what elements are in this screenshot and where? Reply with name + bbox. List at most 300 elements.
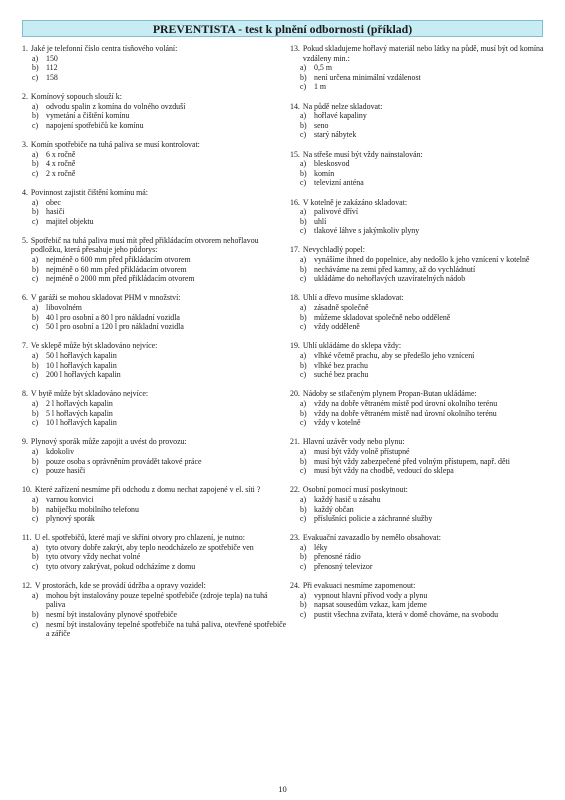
answer-option	[290, 73, 544, 83]
question-number: 2.	[22, 91, 28, 101]
question-number: 1.	[22, 44, 28, 53]
answer-option	[22, 217, 288, 227]
option-letter: b)	[32, 360, 39, 370]
question-text: Evakuační zavazadlo by nemělo obsahovat:	[302, 533, 441, 543]
option-letter: c)	[32, 120, 39, 130]
question-item	[22, 485, 288, 523]
option-letter: c)	[32, 72, 39, 82]
question-number: 4.	[22, 187, 28, 197]
answer-option	[22, 73, 288, 83]
question-item	[290, 245, 544, 283]
answer-option	[22, 322, 288, 332]
option-letter: c)	[32, 274, 39, 284]
question-text-line	[22, 341, 288, 351]
option-text: starý nábytek	[314, 130, 357, 140]
question-item	[290, 437, 544, 475]
answer-option	[290, 418, 544, 428]
option-letter: a)	[32, 398, 39, 408]
answer-option	[22, 54, 288, 64]
option-letter: c)	[32, 168, 39, 178]
option-letter: a)	[300, 63, 307, 73]
question-text-line	[290, 245, 544, 255]
option-text: libovolném	[46, 303, 82, 313]
option-text: každý hasič u zásahu	[314, 494, 381, 504]
option-text: 6 x ročně	[46, 149, 76, 159]
option-letter: a)	[32, 197, 39, 207]
question-number: 19.	[290, 341, 300, 351]
answer-option	[290, 505, 544, 515]
question-number: 20.	[290, 389, 300, 399]
question-text: Hlavní uzávěr vody nebo plynu:	[302, 437, 405, 447]
option-text: 4 x ročně	[46, 159, 76, 169]
question-text-line	[22, 236, 288, 255]
question-text-line	[22, 533, 288, 543]
question-number: 24.	[290, 581, 300, 591]
answer-option	[290, 495, 544, 505]
option-letter: c)	[32, 370, 39, 380]
question-text: Komín spotřebiče na tuhá paliva se musí kontrolovat:	[30, 139, 200, 149]
option-text: 150	[46, 53, 58, 63]
answer-option	[22, 265, 288, 275]
page-title: PREVENTISTA - test k plnění odbornosti (příklad)	[22, 20, 543, 37]
answer-option	[290, 370, 544, 380]
option-text: nejméně o 60 mm před přikládacím otvorem	[46, 264, 187, 274]
question-text: Při evakuaci nesmíme zapomenout:	[302, 581, 416, 591]
option-letter: b)	[32, 408, 39, 418]
option-text: necháváme na zemi před kamny, až do vychládnutí	[314, 264, 476, 274]
option-text: uhlí	[314, 216, 327, 226]
option-text: léky	[314, 542, 328, 552]
question-number: 17.	[290, 245, 300, 255]
question-item	[22, 533, 288, 571]
question-text-line	[22, 92, 288, 102]
option-letter: b)	[300, 456, 307, 466]
option-text: vždy na dobře větraném místě pod úrovní okolního terénu	[314, 398, 498, 408]
option-text: 50 l pro osobní a 120 l pro nákladní vozidla	[46, 322, 184, 332]
answer-option	[290, 303, 544, 313]
option-text: seno	[314, 120, 329, 130]
answer-option	[22, 409, 288, 419]
question-text-line	[22, 581, 288, 591]
option-letter: a)	[32, 446, 39, 456]
option-letter: b)	[32, 312, 39, 322]
question-text: Na střeše musí být vždy nainstalován:	[302, 149, 423, 159]
question-number: 16.	[290, 197, 300, 207]
question-number: 15.	[290, 149, 300, 159]
question-item	[22, 293, 288, 331]
question-number: 11.	[22, 533, 32, 543]
question-number: 9.	[22, 437, 28, 447]
option-letter: c)	[32, 562, 39, 572]
option-text: 40 l pro osobní a 80 l pro nákladní vozidla	[46, 312, 180, 322]
option-letter: a)	[300, 159, 307, 169]
answer-option	[22, 562, 288, 572]
option-text: tyto otvory dobře zakrýt, aby teplo neodcházelo ze spotřebiče ven	[46, 542, 254, 552]
option-letter: c)	[300, 130, 307, 140]
answer-option	[290, 274, 544, 284]
option-letter: c)	[300, 226, 307, 236]
answer-option	[22, 552, 288, 562]
question-number: 23.	[290, 533, 300, 543]
question-text: Nádoby se stlačeným plynem Propan-Butan ukládáme:	[302, 389, 477, 399]
question-text: Spotřebič na tuhá paliva musí mít před přikládacím otvorem nehořlavou podložku, která přesahuje jeho půdorys:	[30, 235, 259, 255]
question-text-line	[290, 533, 544, 543]
question-number: 18.	[290, 293, 300, 303]
answer-option	[290, 169, 544, 179]
question-item	[22, 389, 288, 427]
question-text: V prostorách, kde se provádí údržba a opravy vozidel:	[34, 581, 206, 591]
option-text: musí být vždy na chodbě, vedoucí do sklepa	[314, 466, 454, 476]
option-letter: c)	[32, 514, 39, 524]
questions-column-left	[22, 44, 288, 639]
option-letter: b)	[300, 312, 307, 322]
question-item	[22, 236, 288, 284]
answer-option	[290, 159, 544, 169]
option-letter: b)	[300, 264, 307, 274]
question-text-line	[290, 341, 544, 351]
answer-option	[290, 63, 544, 73]
question-item	[290, 198, 544, 236]
question-number: 3.	[22, 139, 28, 149]
option-letter: b)	[32, 552, 39, 562]
option-text: nesmí být instalovány plynové spotřebiče	[46, 610, 178, 620]
question-text-line	[22, 140, 288, 150]
answer-option	[22, 198, 288, 208]
option-text: 2 x ročně	[46, 168, 76, 178]
option-letter: a)	[300, 398, 307, 408]
answer-option	[290, 466, 544, 476]
option-text: hořlavé kapaliny	[314, 111, 367, 121]
option-letter: b)	[32, 610, 39, 620]
answer-option	[22, 495, 288, 505]
option-letter: b)	[32, 264, 39, 274]
question-text-line	[22, 437, 288, 447]
question-item	[290, 341, 544, 379]
answer-option	[22, 457, 288, 467]
answer-option	[22, 169, 288, 179]
option-text: vždy na dobře větraném místě nad úrovní okolního terénu	[314, 408, 497, 418]
option-letter: c)	[300, 562, 307, 572]
option-letter: b)	[300, 72, 307, 82]
answer-option	[22, 361, 288, 371]
answer-option	[290, 265, 544, 275]
option-letter: c)	[300, 370, 307, 380]
option-text: pustit všechna zvířata, která v domě chováme, na svobodu	[314, 610, 499, 620]
option-letter: c)	[32, 619, 39, 629]
option-letter: a)	[32, 101, 39, 111]
option-text: 10 l hořlavých kapalin	[46, 418, 117, 428]
question-text: U el. spotřebičů, které mají ve skříni otvory pro chlazení, je nutno:	[34, 533, 245, 543]
option-text: 10 l hořlavých kapalin	[46, 360, 117, 370]
answer-option	[290, 255, 544, 265]
answer-option	[290, 82, 544, 92]
question-text-line	[22, 188, 288, 198]
option-letter: c)	[32, 216, 39, 226]
question-number: 13.	[290, 44, 300, 53]
answer-option	[290, 399, 544, 409]
option-letter: a)	[300, 542, 307, 552]
option-text: vlhké bez prachu	[314, 360, 368, 370]
question-item	[22, 44, 288, 82]
answer-option	[290, 562, 544, 572]
option-text: pouze hasiči	[46, 466, 86, 476]
option-letter: a)	[300, 351, 307, 360]
option-text: vždy odděleně	[314, 322, 360, 332]
option-letter: a)	[300, 494, 307, 504]
option-letter: a)	[300, 255, 307, 265]
question-text-line	[290, 485, 544, 495]
option-letter: a)	[300, 111, 307, 121]
option-text: nejméně o 2000 mm před přikládacím otvorem	[46, 274, 195, 284]
answer-option	[290, 217, 544, 227]
answer-option	[290, 552, 544, 562]
answer-option	[290, 361, 544, 371]
answer-option	[22, 255, 288, 265]
option-text: tyto otvory zakrývat, pokud odcházíme z domu	[46, 562, 196, 572]
answer-option	[22, 591, 288, 610]
answer-option	[22, 505, 288, 515]
question-number: 8.	[22, 389, 28, 399]
answer-option	[22, 274, 288, 284]
option-text: nabíječku mobilního telefonu	[46, 504, 139, 514]
question-text: Komínový sopouch slouží k:	[30, 91, 122, 101]
option-text: napojení spotřebičů ke komínu	[46, 120, 144, 130]
option-letter: c)	[300, 322, 307, 332]
question-item	[290, 150, 544, 188]
option-letter: b)	[32, 207, 39, 217]
option-text: přenosné rádio	[314, 552, 361, 562]
option-letter: a)	[32, 303, 39, 313]
option-letter: b)	[300, 552, 307, 562]
question-item	[290, 581, 544, 619]
option-letter: c)	[32, 418, 39, 428]
question-text-line	[290, 102, 544, 112]
question-item	[290, 389, 544, 427]
question-number: 21.	[290, 437, 300, 447]
option-letter: b)	[32, 504, 39, 514]
answer-option	[22, 418, 288, 428]
page-number: 10	[278, 784, 287, 794]
option-letter: a)	[32, 494, 39, 504]
answer-option	[22, 111, 288, 121]
option-text: kdokoliv	[46, 446, 75, 456]
option-text: můžeme skladovat společně nebo odděleně	[314, 312, 451, 322]
option-letter: b)	[300, 600, 307, 610]
question-text: Uhlí ukládáme do sklepa vždy:	[302, 341, 402, 351]
question-item	[290, 102, 544, 140]
questions-column-right	[290, 44, 544, 620]
answer-option	[290, 322, 544, 332]
question-item	[22, 437, 288, 475]
answer-option	[22, 610, 288, 620]
option-letter: b)	[32, 111, 39, 121]
option-letter: a)	[32, 53, 39, 63]
answer-option	[22, 351, 288, 361]
question-item	[22, 188, 288, 226]
option-letter: b)	[300, 504, 307, 514]
answer-option	[290, 313, 544, 323]
answer-option	[290, 600, 544, 610]
option-text: vlhké včetně prachu, aby se předešlo jeho vznícení	[314, 351, 475, 360]
answer-option	[290, 543, 544, 553]
question-text-line	[290, 293, 544, 303]
answer-option	[22, 207, 288, 217]
question-text: Jaké je telefonní číslo centra tísňového volání:	[30, 44, 178, 53]
question-text-line	[290, 437, 544, 447]
question-text-line	[22, 293, 288, 303]
answer-option	[22, 121, 288, 131]
option-text: vynášíme ihned do popelnice, aby nedošlo k jeho vznícení v kotelně	[314, 255, 530, 265]
option-text: zásadně společně	[314, 303, 369, 313]
question-text: V bytě může být skladováno nejvíce:	[30, 389, 149, 399]
question-text: V kotelně je zakázáno skladovat:	[302, 197, 408, 207]
answer-option	[22, 102, 288, 112]
option-letter: a)	[32, 542, 39, 552]
question-item	[290, 533, 544, 571]
answer-option	[22, 466, 288, 476]
option-letter: b)	[300, 216, 307, 226]
question-text: Které zařízení nesmíme při odchodu z domu nechat zapojené v el. síti ?	[34, 485, 261, 495]
option-letter: c)	[300, 82, 307, 92]
option-text: 50 l hořlavých kapalin	[46, 351, 117, 360]
answer-option	[290, 447, 544, 457]
option-letter: b)	[300, 120, 307, 130]
option-text: 112	[46, 63, 58, 73]
option-text: obec	[46, 197, 61, 207]
question-text-line	[22, 389, 288, 399]
question-text: Nevychladlý popel:	[302, 245, 365, 255]
answer-option	[290, 130, 544, 140]
option-letter: a)	[32, 590, 39, 600]
answer-option	[290, 226, 544, 236]
answer-option	[22, 313, 288, 323]
question-text-line	[290, 389, 544, 399]
question-item	[290, 293, 544, 331]
option-letter: a)	[300, 207, 307, 217]
question-number: 6.	[22, 293, 28, 303]
question-text-line	[22, 44, 288, 54]
option-text: palivové dříví	[314, 207, 359, 217]
option-text: musí být vždy zabezpečené před volným přístupem, např. děti	[314, 456, 510, 466]
answer-option	[22, 620, 288, 639]
option-letter: a)	[32, 255, 39, 265]
answer-option	[290, 514, 544, 524]
answer-option	[22, 543, 288, 553]
answer-option	[290, 351, 544, 361]
question-item	[290, 44, 544, 92]
option-letter: a)	[32, 149, 39, 159]
question-text-line	[290, 44, 544, 63]
answer-option	[290, 178, 544, 188]
question-number: 7.	[22, 341, 28, 351]
option-letter: c)	[300, 466, 307, 476]
option-letter: b)	[32, 456, 39, 466]
option-text: tlakové láhve s jakýmkoliv plyny	[314, 226, 420, 236]
question-number: 22.	[290, 485, 300, 495]
option-text: každý občan	[314, 504, 354, 514]
answer-option	[22, 303, 288, 313]
answer-option	[290, 121, 544, 131]
option-letter: b)	[32, 63, 39, 73]
question-number: 5.	[22, 235, 28, 245]
answer-option	[290, 409, 544, 419]
question-number: 12.	[22, 581, 32, 591]
answer-option	[290, 591, 544, 601]
option-text: mohou být instalovány pouze tepelné spotřebiče (zdroje tepla) na tuhá paliva	[46, 590, 268, 610]
option-letter: c)	[32, 322, 39, 332]
option-text: 5 l hořlavých kapalin	[46, 408, 113, 418]
option-text: vypnout hlavní přívod vody a plynu	[314, 590, 428, 600]
option-letter: a)	[300, 446, 307, 456]
option-letter: b)	[300, 360, 307, 370]
option-letter: a)	[300, 303, 307, 313]
option-letter: b)	[300, 408, 307, 418]
option-text: odvodu spalin z komína do volného ovzduší	[46, 101, 186, 111]
option-letter: b)	[300, 168, 307, 178]
question-text: Plynový sporák může zapojit a uvést do provozu:	[30, 437, 187, 447]
option-text: plynový sporák	[46, 514, 95, 524]
option-text: 2 l hořlavých kapalin	[46, 398, 113, 408]
answer-option	[22, 63, 288, 73]
option-letter: c)	[300, 514, 307, 524]
option-letter: c)	[300, 274, 307, 284]
answer-option	[22, 370, 288, 380]
question-text: Pokud skladujeme hořlavý materiál nebo látky na půdě, musí být od komína vzdáleny min.:	[302, 44, 544, 63]
option-letter: c)	[300, 418, 307, 428]
option-text: napsat sousedům vzkaz, kam jdeme	[314, 600, 427, 610]
question-item	[290, 485, 544, 523]
option-letter: a)	[300, 590, 307, 600]
option-text: musí být vždy volně přístupné	[314, 446, 410, 456]
option-letter: c)	[32, 466, 39, 476]
question-text: Ve sklepě může být skladováno nejvíce:	[30, 341, 158, 351]
question-item	[22, 140, 288, 178]
question-text-line	[290, 150, 544, 160]
question-text: Uhlí a dřevo musíme skladovat:	[302, 293, 404, 303]
question-text: Povinnost zajistit čištění komínu má:	[30, 187, 148, 197]
answer-option	[290, 457, 544, 467]
question-text: V garáži se mohou skladovat PHM v množství:	[30, 293, 181, 303]
question-item	[22, 581, 288, 639]
option-text: 1 m	[314, 82, 327, 92]
option-text: 158	[46, 72, 58, 82]
option-text: televizní anténa	[314, 178, 364, 188]
option-text: vymetání a čištění komínu	[46, 111, 130, 121]
option-letter: c)	[300, 178, 307, 188]
option-text: pouze osoba s oprávněním provádět takové práce	[46, 456, 202, 466]
option-text: 0,5 m	[314, 63, 332, 73]
answer-option	[22, 159, 288, 169]
question-text-line	[22, 485, 288, 495]
option-letter: a)	[32, 351, 39, 360]
option-text: komín	[314, 168, 335, 178]
option-text: nejméně o 600 mm před přikládacím otvorem	[46, 255, 191, 265]
question-text-line	[290, 581, 544, 591]
option-text: majitel objektu	[46, 216, 94, 226]
question-item	[22, 92, 288, 130]
option-text: bleskosvod	[314, 159, 350, 169]
question-text: Na půdě nelze skladovat:	[302, 101, 383, 111]
answer-option	[22, 150, 288, 160]
option-text: tyto otvory vždy nechat volné	[46, 552, 141, 562]
answer-option	[290, 207, 544, 217]
option-text: vždy v kotelně	[314, 418, 361, 428]
answer-option	[22, 447, 288, 457]
question-item	[22, 341, 288, 379]
option-letter: c)	[300, 610, 307, 620]
answer-option	[22, 514, 288, 524]
option-letter: b)	[32, 159, 39, 169]
